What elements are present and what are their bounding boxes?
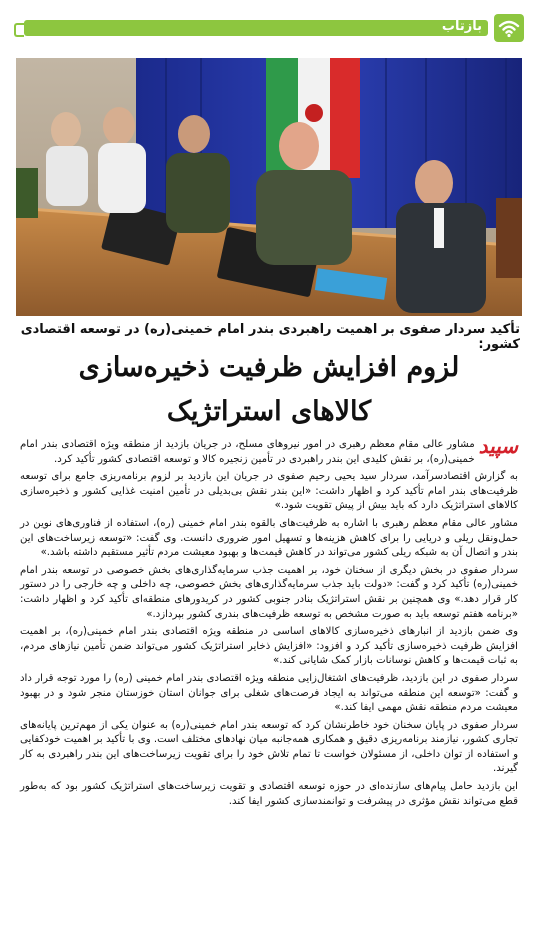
headline-line-1: لزوم افزایش ظرفیت ذخیره‌سازی (78, 352, 460, 383)
paragraph-4: سردار صفوی در بخش دیگری از سخنان خود، بر اهمیت جذب سرمایه‌گذاری‌های بخش خصوصی در توسعه بندر امام خمینی(ره) تأکید کرد و گفت: «دولت باید جذب سرمایه‌گذاری‌های بخش خصوصی، چه داخلی و چه خارجی را در دستور کار قرار دهد.» وی همچنین بر نقش استراتژیک بنادر جنوبی کشور در کریدورهای منطقه‌ای تأکید کرد و اظهار داشت: «برنامه هفتم توسعه باید به صورت مشخص به توسعه ظرفیت‌های بندری کشور بپردازد.» (20, 564, 518, 620)
section-header (14, 14, 524, 42)
section-badge (494, 14, 524, 42)
wifi-signal-icon (498, 18, 520, 38)
paragraph-7: سردار صفوی در پایان سخنان خود خاطرنشان کرد که توسعه بندر امام خمینی(ره) به عنوان یکی از مهم‌ترین پایانه‌های تجاری کشور، نیازمند برنامه‌ریزی دقیق و همکاری همه‌جانبه میان نهادهای مختلف است. وی با تأکید بر اهمیت خودکفایی و استفاده از توان داخلی، از مسئولان خواست تا تمام تلاش خود را برای تقویت زیرساخت‌های این بندر راهبردی به کار گیرند. (20, 719, 518, 775)
header-bar-cap (14, 23, 24, 37)
header-bar (24, 20, 488, 36)
paragraph-5: وی ضمن بازدید از انبارهای ذخیره‌سازی کالاهای اساسی در منطقه ویژه اقتصادی بندر امام خمینی(ره)، بر اهمیت افزایش ظرفیت ذخیره‌سازی تأکید کرد و افزود: «افزایش ذخایر استراتژیک کشور می‌تواند ضمن تأمین نیازهای مردم، به ثبات قیمت‌ها و کاهش نوسانات بازار کمک شایانی کند.» (20, 626, 518, 667)
meeting-photo-icon (16, 58, 522, 316)
publication-signature: سپید (478, 434, 518, 458)
article-body (20, 434, 518, 812)
section-label: بازتاب (441, 19, 482, 34)
article-photo (16, 58, 522, 316)
paragraph-2: به گزارش اقتصادسرآمد، سردار سید یحیی رحیم صفوی در جریان این بازدید بر لزوم برنامه‌ریزی جامع برای توسعه ظرفیت‌های بندر امام تأکید کرد و اظهار داشت: «این بندر نقش بی‌بدیلی در تأمین امنیت غذایی کشور و ذخیره‌سازی کالاهای استراتژیک دارد که باید بیش از پیش تقویت شود.» (20, 471, 518, 512)
paragraph-6: سردار صفوی در این بازدید، ظرفیت‌های اشتغال‌زایی منطقه ویژه اقتصادی بندر امام خمینی (ره) را مورد توجه قرار داد و گفت: «توسعه این منطقه می‌تواند به ایجاد فرصت‌های شغلی برای جوانان استان خوزستان منجر شود و در بهبود معیشت مردم منطقه نقش مهمی ایفا کند.» (20, 672, 518, 714)
paragraph-3: مشاور عالی مقام معظم رهبری با اشاره به ظرفیت‌های بالقوه بندر امام خمینی (ره)، استفاده از فناوری‌های نوین در حمل‌ونقل ریلی و دریایی را برای کاهش هزینه‌ها و تسهیل امور ضروری دانست. وی گفت: «توسعه زیرساخت‌های این بندر و اتصال آن به شبکه ریلی کشور می‌تواند در کاهش قیمت‌ها و بهبود معیشت مردم تأثیر مستقیم داشته باشد.» (20, 517, 518, 559)
paragraph-1: سپید مشاور عالی مقام معظم رهبری در امور نیروهای مسلح، در جریان بازدید از منطقه ویژه اقتصادی بندر امام خمینی(ره)، بر نقش کلیدی این بندر راهبردی در تأمین زنجیره کالا و توسعه اقتصادی کشور تأکید کرد. (20, 434, 518, 465)
article-kicker: تأکید سردار صفوی بر اهمیت راهبردی بندر امام خمینی(ره) در توسعه اقتصادی کشور: (20, 322, 520, 352)
headline-line-2: کالاهای استراتژیک (166, 396, 372, 427)
paragraph-8: این بازدید حامل پیام‌های سازنده‌ای در حوزه توسعه اقتصادی و تقویت زیرساخت‌های استراتژیک کشور بود که به‌طور قطع می‌تواند نقش مؤثری در پیشرفت و توانمندسازی کشور ایفا کند. (20, 781, 518, 807)
